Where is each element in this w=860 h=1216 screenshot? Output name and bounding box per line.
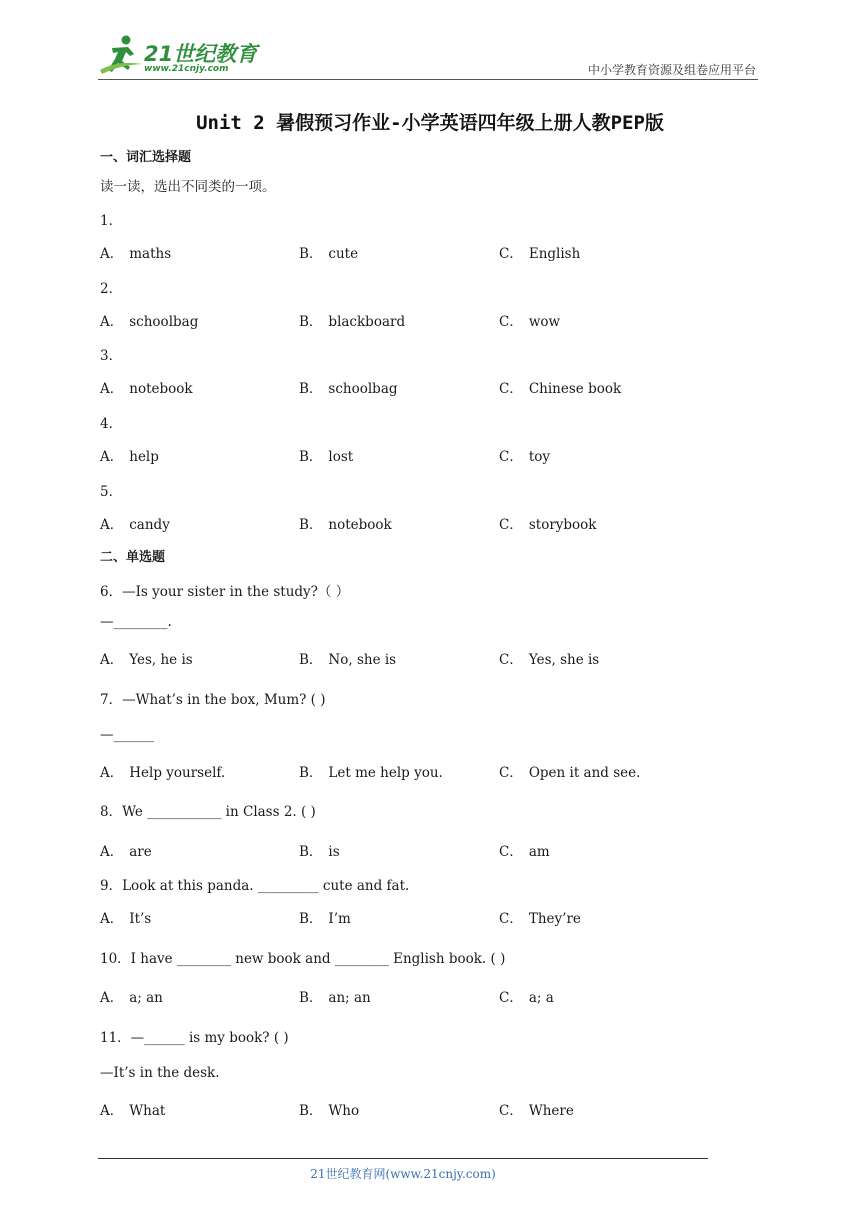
question-stem: 8．We ___________ in Class 2. ( ) [100,804,316,820]
option-a: A． What [100,1103,166,1119]
option-c: C． They’re [499,911,581,927]
instruction-text: 读一读，选出不同类的一项。 [100,179,276,195]
header-platform-text: 中小学教育资源及组卷应用平台 [587,63,756,77]
option-c: C． storybook [499,517,597,533]
option-a: A． maths [100,246,172,262]
option-b: B． I’m [299,911,351,927]
option-b: B． lost [299,449,354,465]
option-a: A． schoolbag [100,314,199,330]
logo-text: 21世纪教育 [144,42,258,66]
option-b: B． cute [299,246,359,262]
option-b: B． is [299,844,340,860]
question-number: 4． [100,416,123,432]
answer-line: —________. [100,614,172,630]
section-heading: 二、单选题 [100,550,166,565]
answer-line: —It’s in the desk. [100,1065,220,1081]
question-number: 3． [100,348,123,364]
option-c: C． Yes, she is [499,652,600,668]
option-c: C． Open it and see. [499,765,641,781]
question-number: 2． [100,281,123,297]
option-a: A． help [100,449,159,465]
question-stem: 10．I have ________ new book and ________ English book. ( ) [100,951,506,967]
document-title: Unit 2 暑假预习作业-小学英语四年级上册人教PEP版 [196,112,664,134]
option-c: C． English [499,246,581,262]
option-b: B． blackboard [299,314,406,330]
option-a: A． notebook [100,381,193,397]
question-number: 1． [100,213,123,229]
option-a: A． a; an [100,990,163,1006]
question-number: 5． [100,484,123,500]
header-divider [98,79,758,80]
option-b: B． Let me help you. [299,765,443,781]
option-c: C． toy [499,449,551,465]
option-a: A． Help yourself. [100,765,226,781]
option-b: B． Who [299,1103,360,1119]
question-stem: 9．Look at this panda. _________ cute and fat. [100,878,410,894]
option-b: B． schoolbag [299,381,398,397]
section-heading: 一、词汇选择题 [100,150,192,165]
page-header [98,34,758,80]
question-stem: 6．—Is your sister in the study?（ ） [100,584,350,600]
option-b: B． notebook [299,517,392,533]
answer-line: —______ [100,727,154,743]
option-c: C． Chinese book [499,381,622,397]
option-b: B． an; an [299,990,371,1006]
option-a: A． candy [100,517,170,533]
question-stem: 7．—What’s in the box, Mum? ( ) [100,692,326,708]
option-c: C． am [499,844,550,860]
option-a: A． Yes, he is [100,652,193,668]
footer-link[interactable]: 21世纪教育网(www.21cnjy.com) [310,1167,496,1181]
option-c: C． wow [499,314,561,330]
footer-divider [98,1158,708,1159]
option-a: A． It’s [100,911,152,927]
logo [98,34,268,78]
logo-url: www.21cnjy.com [144,64,229,74]
option-b: B． No, she is [299,652,397,668]
option-c: C． Where [499,1103,574,1119]
option-c: C． a; a [499,990,554,1006]
option-a: A． are [100,844,152,860]
runner-icon [98,34,144,78]
question-stem: 11．—______ is my book? ( ) [100,1030,289,1046]
